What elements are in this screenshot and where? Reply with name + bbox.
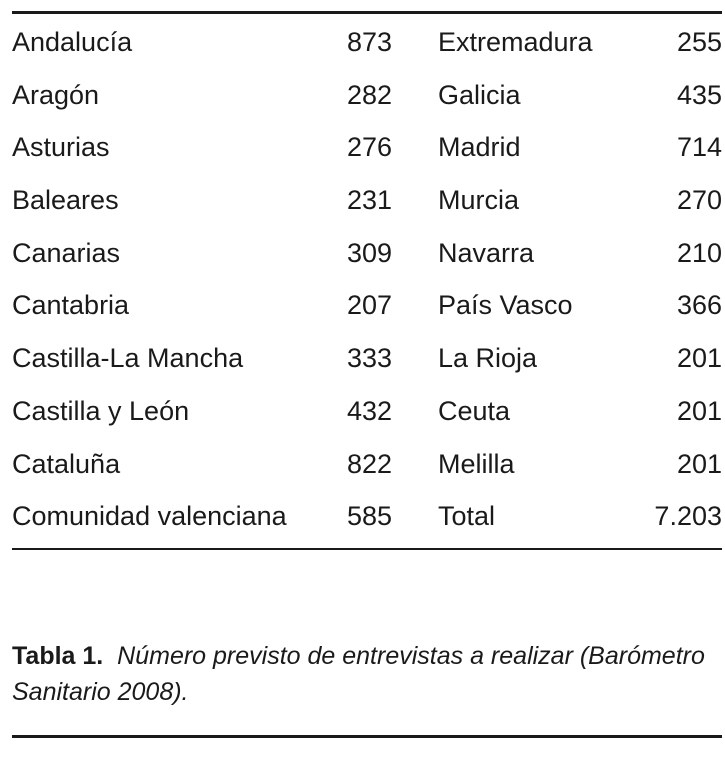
region-value: 201 xyxy=(676,448,722,479)
table-row xyxy=(12,69,722,122)
region-value: 201 xyxy=(676,395,722,426)
region-value: 585 xyxy=(346,501,392,532)
region-value: 276 xyxy=(346,132,392,163)
region-name: Andalucía xyxy=(12,27,133,57)
caption-text: Número previsto de entrevistas a realizar (Barómetro Sanitario 2008). xyxy=(12,642,705,706)
table-row xyxy=(12,385,722,438)
region-value: 309 xyxy=(346,237,392,268)
caption-label: Tabla 1. xyxy=(12,642,104,670)
total-value: 7.203 xyxy=(654,501,722,532)
region-name: Canarias xyxy=(12,237,121,268)
table-row xyxy=(12,16,722,69)
region-value: 822 xyxy=(346,448,392,479)
table-bottom-rule xyxy=(12,548,722,550)
region-value: 207 xyxy=(346,290,392,321)
region-value: 201 xyxy=(676,343,722,374)
region-name: Galicia xyxy=(438,79,521,110)
region-value: 210 xyxy=(676,237,722,268)
table-caption xyxy=(12,638,712,710)
caption-bottom-rule xyxy=(12,735,722,738)
data-table xyxy=(12,16,722,543)
total-label: Total xyxy=(438,501,496,532)
region-name: Castilla-La Mancha xyxy=(12,343,244,374)
region-value: 231 xyxy=(346,185,392,216)
region-name: Extremadura xyxy=(438,27,593,57)
region-value: 432 xyxy=(346,395,392,426)
region-name: Aragón xyxy=(12,79,100,110)
region-value: 282 xyxy=(346,79,392,110)
region-name: Ceuta xyxy=(438,395,511,426)
region-name: Comunidad valenciana xyxy=(12,501,287,532)
region-value: 255 xyxy=(676,27,722,57)
region-name: La Rioja xyxy=(438,343,538,374)
table-row xyxy=(12,332,722,385)
region-value: 714 xyxy=(676,132,722,163)
region-value: 435 xyxy=(676,79,722,110)
region-value: 873 xyxy=(346,27,392,57)
region-name: Murcia xyxy=(438,185,520,216)
region-value: 270 xyxy=(676,185,722,216)
table-row xyxy=(12,121,722,174)
table-top-rule xyxy=(12,11,722,14)
region-name: Navarra xyxy=(438,237,535,268)
table-row xyxy=(12,279,722,332)
region-name: Cantabria xyxy=(12,290,130,321)
region-name: Cataluña xyxy=(12,448,121,479)
region-value: 366 xyxy=(676,290,722,321)
region-name: Baleares xyxy=(12,185,119,216)
region-name: País Vasco xyxy=(438,290,573,321)
region-name: Madrid xyxy=(438,132,521,163)
table-row xyxy=(12,490,722,543)
region-name: Melilla xyxy=(438,448,515,479)
table-row xyxy=(12,174,722,227)
table-row xyxy=(12,438,722,491)
table-row xyxy=(12,227,722,280)
region-name: Asturias xyxy=(12,132,110,163)
region-name: Castilla y León xyxy=(12,395,190,426)
region-value: 333 xyxy=(346,343,392,374)
